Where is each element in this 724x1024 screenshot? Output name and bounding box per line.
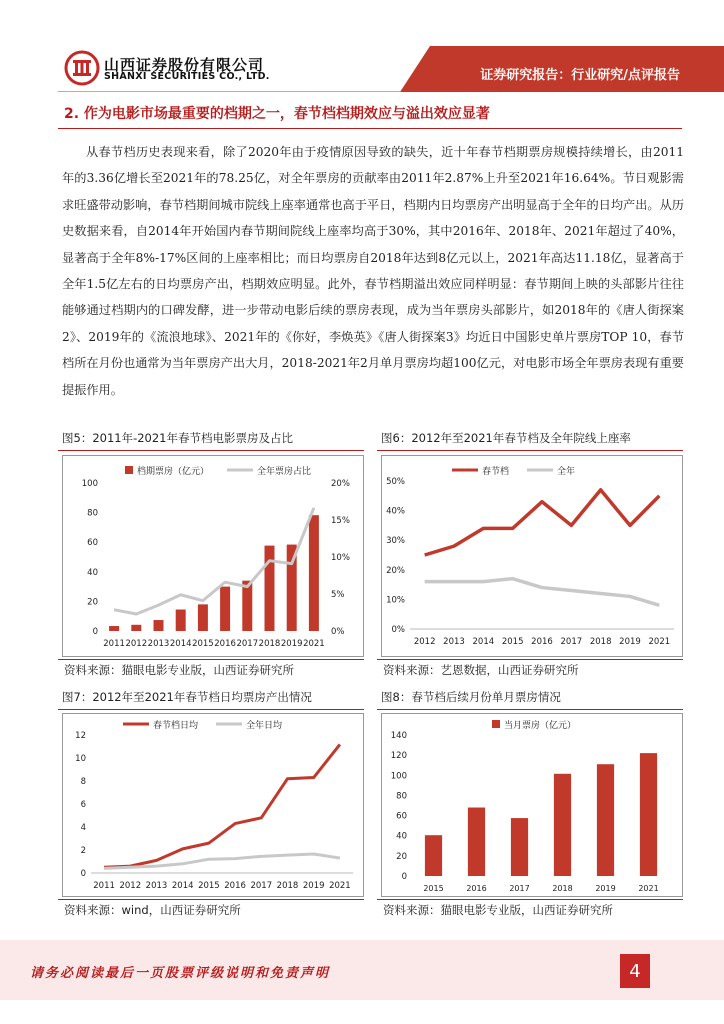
fig5-chart	[63, 456, 363, 656]
fig8-source: 资料来源：猫眼电影专业版，山西证券研究所	[383, 903, 613, 917]
fig8-y-tick: 60	[396, 811, 407, 822]
fig5-title-line	[58, 450, 364, 451]
fig6-y-tick: 0%	[391, 625, 405, 635]
fig7-legend-label: 春节档日均	[153, 721, 199, 731]
fig5-legend-swatch	[125, 466, 133, 474]
fig8-frame	[381, 713, 683, 897]
fig5-y2-tick: 20%	[331, 479, 350, 489]
fig8-bar	[554, 774, 571, 876]
fig8-legend-swatch	[492, 720, 500, 728]
fig5-bar	[265, 546, 275, 631]
fig6-series-line-1	[425, 579, 660, 606]
fig7-x-tick: 2013	[145, 881, 168, 891]
section-title: 2. 作为电影市场最重要的档期之一，春节档档期效应与溢出效应显著	[64, 106, 490, 122]
fig5-y-tick: 80	[87, 508, 98, 519]
fig7-series-line-0	[104, 744, 340, 867]
fig7-series-line-1	[104, 854, 340, 868]
fig7-title: 图7：2012年至2021年春节档日均票房产出情况	[62, 690, 312, 704]
fig7-y-tick: 2	[80, 846, 86, 856]
fig6-y-tick: 30%	[386, 536, 405, 547]
fig6-y-tick: 50%	[386, 477, 405, 487]
fig6-source-line	[377, 659, 683, 660]
fig5-bar	[242, 581, 252, 631]
fig6-frame	[381, 455, 683, 657]
fig6-x-tick: 2018	[589, 637, 612, 647]
fig5-bar	[176, 610, 186, 631]
fig5-y2-tick: 5%	[331, 590, 345, 600]
fig6-title: 图6：2012年至2021年春节档及全年院线上座率	[381, 431, 631, 445]
fig8-bar	[640, 753, 657, 876]
company-name-en: SHANXI SECURITIES CO., LTD.	[104, 71, 270, 82]
fig7-source: 资料来源：wind，山西证券研究所	[64, 903, 241, 917]
fig5-series-line-1	[114, 508, 314, 614]
fig8-bar	[597, 764, 614, 876]
fig8-bar	[425, 835, 442, 876]
fig5-y-tick: 40	[87, 567, 98, 578]
fig7-y-tick: 0	[80, 869, 86, 879]
fig7-x-tick: 2015	[198, 881, 220, 891]
fig7-y-tick: 8	[80, 777, 86, 787]
fig6-y-tick: 40%	[386, 506, 405, 517]
fig6-x-tick: 2021	[648, 637, 671, 647]
fig7-y-tick: 6	[80, 800, 86, 810]
section-divider	[58, 128, 682, 129]
fig6-title-line	[377, 450, 683, 451]
fig5-frame	[62, 455, 364, 657]
fig6-x-tick: 2014	[472, 637, 495, 647]
fig5-legend-label: 全年票房占比	[257, 467, 312, 477]
fig6-x-tick: 2019	[619, 637, 641, 647]
fig6-x-tick: 2015	[501, 637, 524, 647]
fig7-x-tick: 2021	[329, 881, 351, 891]
page-number: 4	[620, 954, 650, 988]
fig5-bar	[309, 515, 319, 631]
fig5-x-tick: 2012	[125, 639, 148, 649]
fig8-y-tick: 80	[396, 791, 407, 802]
fig5-y-tick: 100	[81, 479, 98, 489]
fig8-y-tick: 0	[401, 872, 407, 882]
fig8-x-tick: 2019	[595, 884, 616, 893]
fig6-x-tick: 2012	[413, 637, 436, 647]
fig5-x-tick: 2013	[147, 639, 170, 649]
fig8-title-line	[377, 709, 683, 710]
fig7-y-tick: 4	[80, 823, 86, 833]
fig5-x-tick: 2018	[258, 639, 281, 649]
fig5-x-tick: 2019	[280, 639, 303, 649]
fig7-frame	[62, 713, 364, 897]
fig5-legend-label: 档期票房（亿元）	[137, 467, 210, 477]
fig6-x-tick: 2016	[531, 637, 553, 647]
company-name-cn: 山西证券股份有限公司	[104, 56, 265, 74]
footer-disclaimer: 请务必阅读最后一页股票评级说明和免责声明	[30, 966, 331, 981]
fig8-x-tick: 2015	[423, 884, 444, 893]
fig5-title: 图5：2011年-2021年春节档电影票房及占比	[62, 431, 293, 445]
fig7-y-tick: 12	[75, 731, 86, 741]
fig5-y-tick: 20	[87, 597, 98, 608]
fig5-bar	[220, 587, 230, 631]
company-logo-icon	[64, 50, 100, 86]
report-type: 证券研究报告：行业研究/点评报告	[480, 68, 680, 83]
fig8-bar	[468, 808, 485, 876]
fig7-x-tick: 2017	[250, 881, 273, 891]
fig7-x-tick: 2018	[276, 881, 299, 891]
fig5-y2-tick: 0%	[331, 627, 345, 637]
fig6-source: 资料来源：艺恩数据，山西证券研究所	[383, 663, 579, 677]
fig6-y-tick: 20%	[386, 565, 405, 576]
fig6-x-tick: 2017	[560, 637, 583, 647]
fig8-y-tick: 140	[390, 731, 407, 741]
fig5-bar	[109, 626, 119, 631]
fig7-title-line	[58, 709, 364, 710]
fig6-series-line-0	[425, 490, 660, 555]
fig6-legend-label: 春节档	[482, 467, 510, 477]
fig5-bar	[154, 620, 164, 631]
fig7-y-tick: 10	[75, 754, 86, 764]
fig8-chart	[382, 714, 682, 896]
fig7-legend-label: 全年日均	[246, 721, 283, 731]
fig5-y-tick: 60	[87, 538, 98, 549]
fig7-source-line	[58, 899, 364, 900]
fig8-y-tick: 40	[396, 831, 407, 842]
fig5-bar	[198, 604, 208, 631]
fig5-y2-tick: 10%	[331, 553, 350, 563]
fig5-x-tick: 2021	[303, 639, 325, 649]
fig5-y2-tick: 15%	[331, 516, 350, 526]
fig6-legend-label: 全年	[557, 467, 576, 477]
fig7-x-tick: 2011	[93, 881, 115, 891]
fig5-y-tick: 0	[92, 627, 98, 637]
fig8-x-tick: 2021	[638, 884, 659, 893]
fig7-x-tick: 2012	[119, 881, 142, 891]
fig6-x-tick: 2013	[443, 637, 465, 647]
fig8-x-tick: 2017	[509, 884, 530, 893]
fig5-x-tick: 2016	[214, 639, 236, 649]
fig5-source-line	[58, 659, 364, 660]
fig5-bar	[131, 625, 141, 631]
fig8-source-line	[377, 899, 683, 900]
fig5-x-tick: 2011	[103, 639, 125, 649]
fig8-x-tick: 2018	[552, 884, 573, 893]
fig8-x-tick: 2016	[466, 884, 487, 893]
fig7-chart	[63, 714, 363, 896]
fig5-x-tick: 2014	[169, 639, 192, 649]
fig6-y-tick: 10%	[386, 595, 405, 606]
fig8-y-tick: 120	[390, 751, 407, 762]
body-paragraph: 从春节档历史表现来看，除了2020年由于疫情原因导致的缺失，近十年春节档期票房规模持续增长，由2011年的3.36亿增长至2021年的78.25亿，对全年票房的贡献率由2011年2.87%上升至2021年16.64%。节日观影需求旺盛带动影响，春节档期间城市院线上座率通常也高于平日，档期内日均票房产出明显高于全年的日均产出。从历史数据来看，自2014年开始国内春节期间院线上座率均高于30%，其中2016年、2018年、2021年超过了40%，显著高于全年8%-17%区间的上座率相比；而日均票房自2018年达到8亿元以上，2021年高达11.18亿，显著高于全年1.5亿左右的日均票房产出，档期效应明显。此外，春节档期溢出效应同样明显：春节期间上映的头部影片往往能够通过档期内的口碑发酵，进一步带动电影后续的票房表现，成为当年票房头部影片，如2018年的《唐人街探案2》、2019年的《流浪地球》、2021年的《你好，李焕英》《唐人街探案3》均近日中国影史单片票房TOP 10，春节档所在月份也通常为当年票房产出大月，2018-2021年2月单月票房均超100亿元，对电影市场全年票房表现有重要提振作用。	[62, 145, 684, 397]
fig5-x-tick: 2017	[236, 639, 259, 649]
fig6-chart	[382, 456, 682, 656]
fig8-y-tick: 100	[390, 771, 407, 782]
fig7-x-tick: 2019	[302, 881, 325, 891]
fig8-y-tick: 20	[396, 851, 407, 862]
fig7-x-tick: 2016	[224, 881, 246, 891]
fig8-bar	[511, 818, 528, 876]
fig8-legend-label: 当月票房（亿元）	[504, 721, 577, 731]
fig5-source: 资料来源：猫眼电影专业版，山西证券研究所	[64, 663, 294, 677]
fig5-x-tick: 2015	[192, 639, 214, 649]
fig8-title: 图8：春节档后续月份单月票房情况	[381, 690, 561, 704]
fig7-x-tick: 2014	[171, 881, 194, 891]
